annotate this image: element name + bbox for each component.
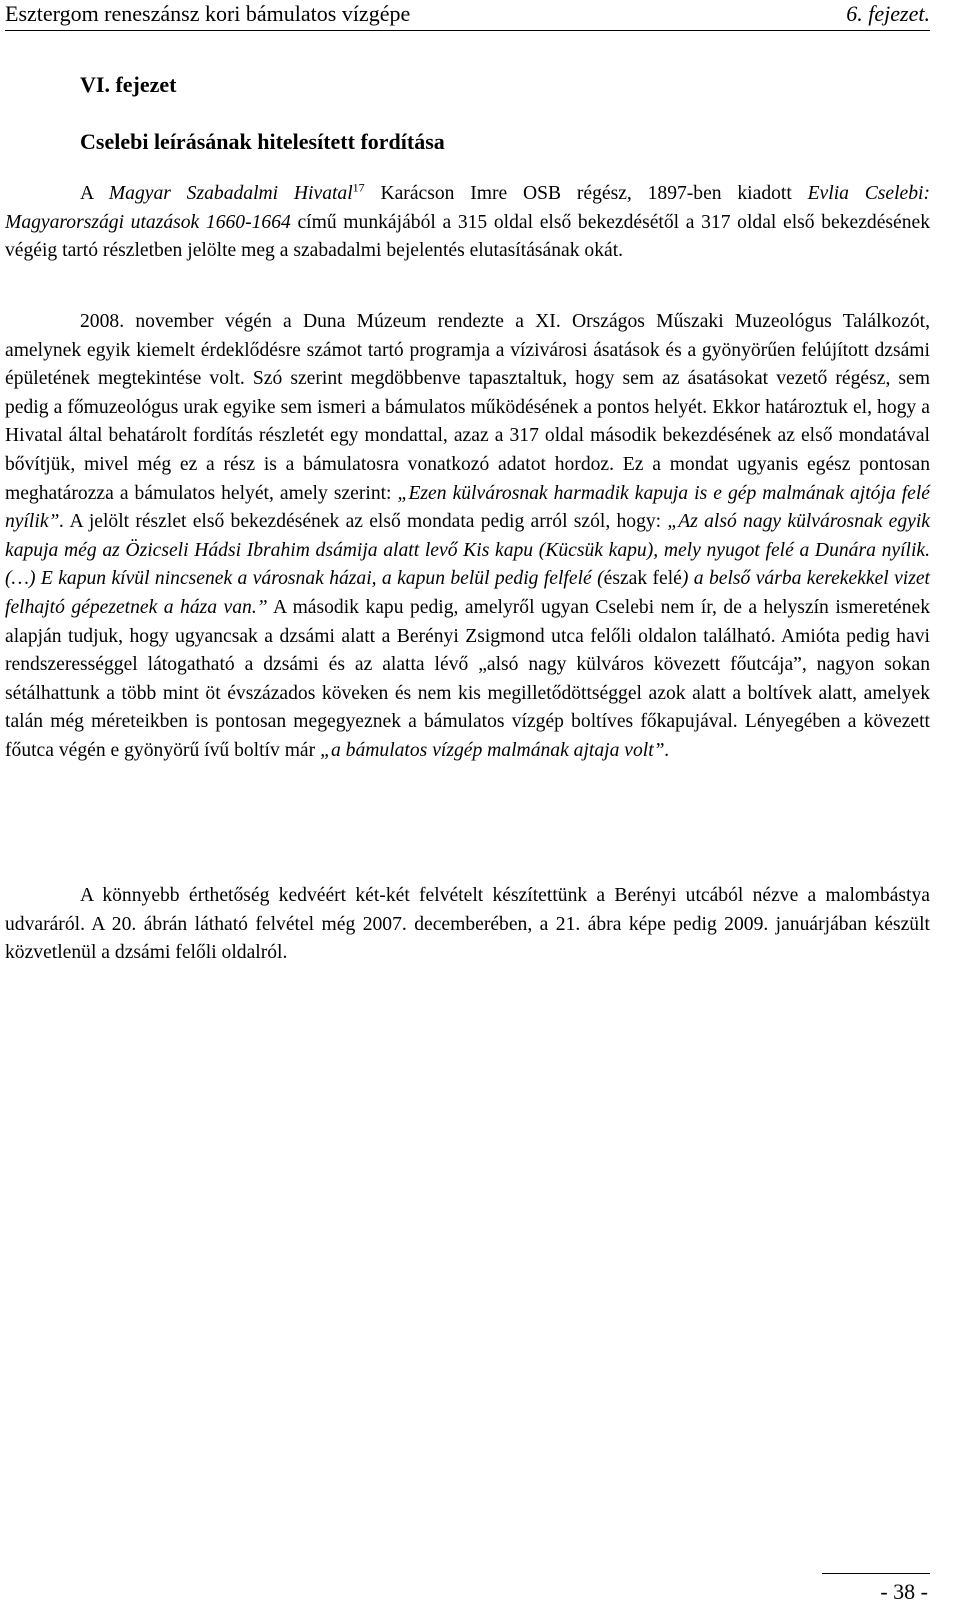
italic-quote: „Ezen külvárosnak harmadik kapuja is e gép malmának ajtója felé nyílik”.	[5, 482, 930, 533]
paragraph-3-text: A könnyebb érthetőség kedvéért két-két felvételt készítettünk a Berényi utcából nézve a malombástya udvaráról. A 20. ábrán látható felvétel még 2007. decemberében, a 21. ábra képe pedig 2009. januárjában készült közvetlenül a dzsámi felőli oldalról.	[5, 885, 930, 964]
text-span: Karácson Imre OSB régész, 1897-ben kiadott	[364, 183, 808, 204]
page-number: - 38 -	[880, 1579, 928, 1604]
header-title: Esztergom reneszánsz kori bámulatos vízgépe	[5, 1, 411, 26]
text-span: című munkájából a 315 oldal első bekezdésétől a 317 oldal első bekezdésének végéig tartó részletben jelölte meg a szabadalmi bejelentés elutasításának okát.	[5, 211, 930, 262]
header-chapter-ref: 6. fejezet.	[846, 1, 930, 26]
paragraph-3	[5, 882, 930, 968]
footnote-marker: 17	[352, 180, 365, 195]
italic-quote: „Az alsó nagy külvárosnak egyik kapuja még az Özicseli Hádsi Ibrahim dsámija alatt levő Kis kapu (Kücsük kapu), mely nyugot felé a Dunára nyílik. (…) E kapun kívül nincsenek a városnak házai, a kapun belül pedig felfelé (	[5, 511, 930, 590]
text-span: A második kapu pedig, amelyről ugyan Cselebi nem ír, de a helyszín ismeretének alapján tudjuk, hogy ugyancsak a dzsámi alatt a Berényi Zsigmond utca felőli oldalon található. Amióta pedig havi rendszerességgel látogatható a dzsámi és az alatta lévő „alsó nagy külváros kövezett főutcája”, nagyon sokan sétálhattunk a több mint öt évszázados köveken és nem kis megilletődöttséggel azok alatt a boltívek alatt, amelyek talán még méreteikben is pontosan megegyeznek a bámulatos vízgép boltíves főkapujával. Lényegében a kövezett főutca végén e gyönyörű ívű boltív már	[5, 596, 930, 761]
paragraph-1	[5, 180, 930, 266]
text-span: A jelölt részlet első bekezdésének az első mondata pedig arról szól, hogy:	[64, 511, 668, 533]
text-span: észak felé	[603, 568, 682, 590]
paragraph-2	[5, 308, 930, 766]
chapter-heading: VI. fejezet	[80, 72, 177, 97]
italic-book-title: Evlia Cselebi: Magyarországi utazások 1660-1664	[5, 183, 931, 233]
running-header	[5, 0, 930, 31]
italic-quote: ) a belső várba kerekekkel vizet felhajtó gépezetnek a háza van.”	[5, 568, 930, 618]
text-span: A	[80, 183, 109, 204]
italic-quote: „a bámulatos vízgép malmának ajtaja volt”.	[320, 739, 670, 761]
italic-span: Magyar Szabadalmi Hivatal	[108, 183, 353, 204]
text-span: 2008. november végén a Duna Múzeum rendezte a XI. Országos Műszaki Muzeológus Találkozót, amelynek egyik kiemelt érdeklődésre számot tartó programja a vízivárosi ásatások és a gyönyörűen felújított dzsámi épületének megtekintése volt. Szó szerint megdöbbenve tapasztaltuk, hogy sem az ásatásokat vezető régész, sem pedig a főmuzeológus urak egyike sem ismeri a bámulatos működésének a pontos helyét. Ekkor határoztuk el, hogy a Hivatal által behatárolt fordítás részletét egy mondattal, azaz a 317 oldal második bekezdésének az első mondatával bővítjük, mivel még ez a rész is a bámulatosra vonatkozó adatot hordoz. Ez a mondat ugyanis egész pontosan meghatározza a bámulatos helyét, amely szerint:	[5, 311, 930, 504]
section-title: Cselebi leírásának hitelesített fordítása	[80, 129, 445, 154]
page-footer	[822, 1573, 930, 1610]
